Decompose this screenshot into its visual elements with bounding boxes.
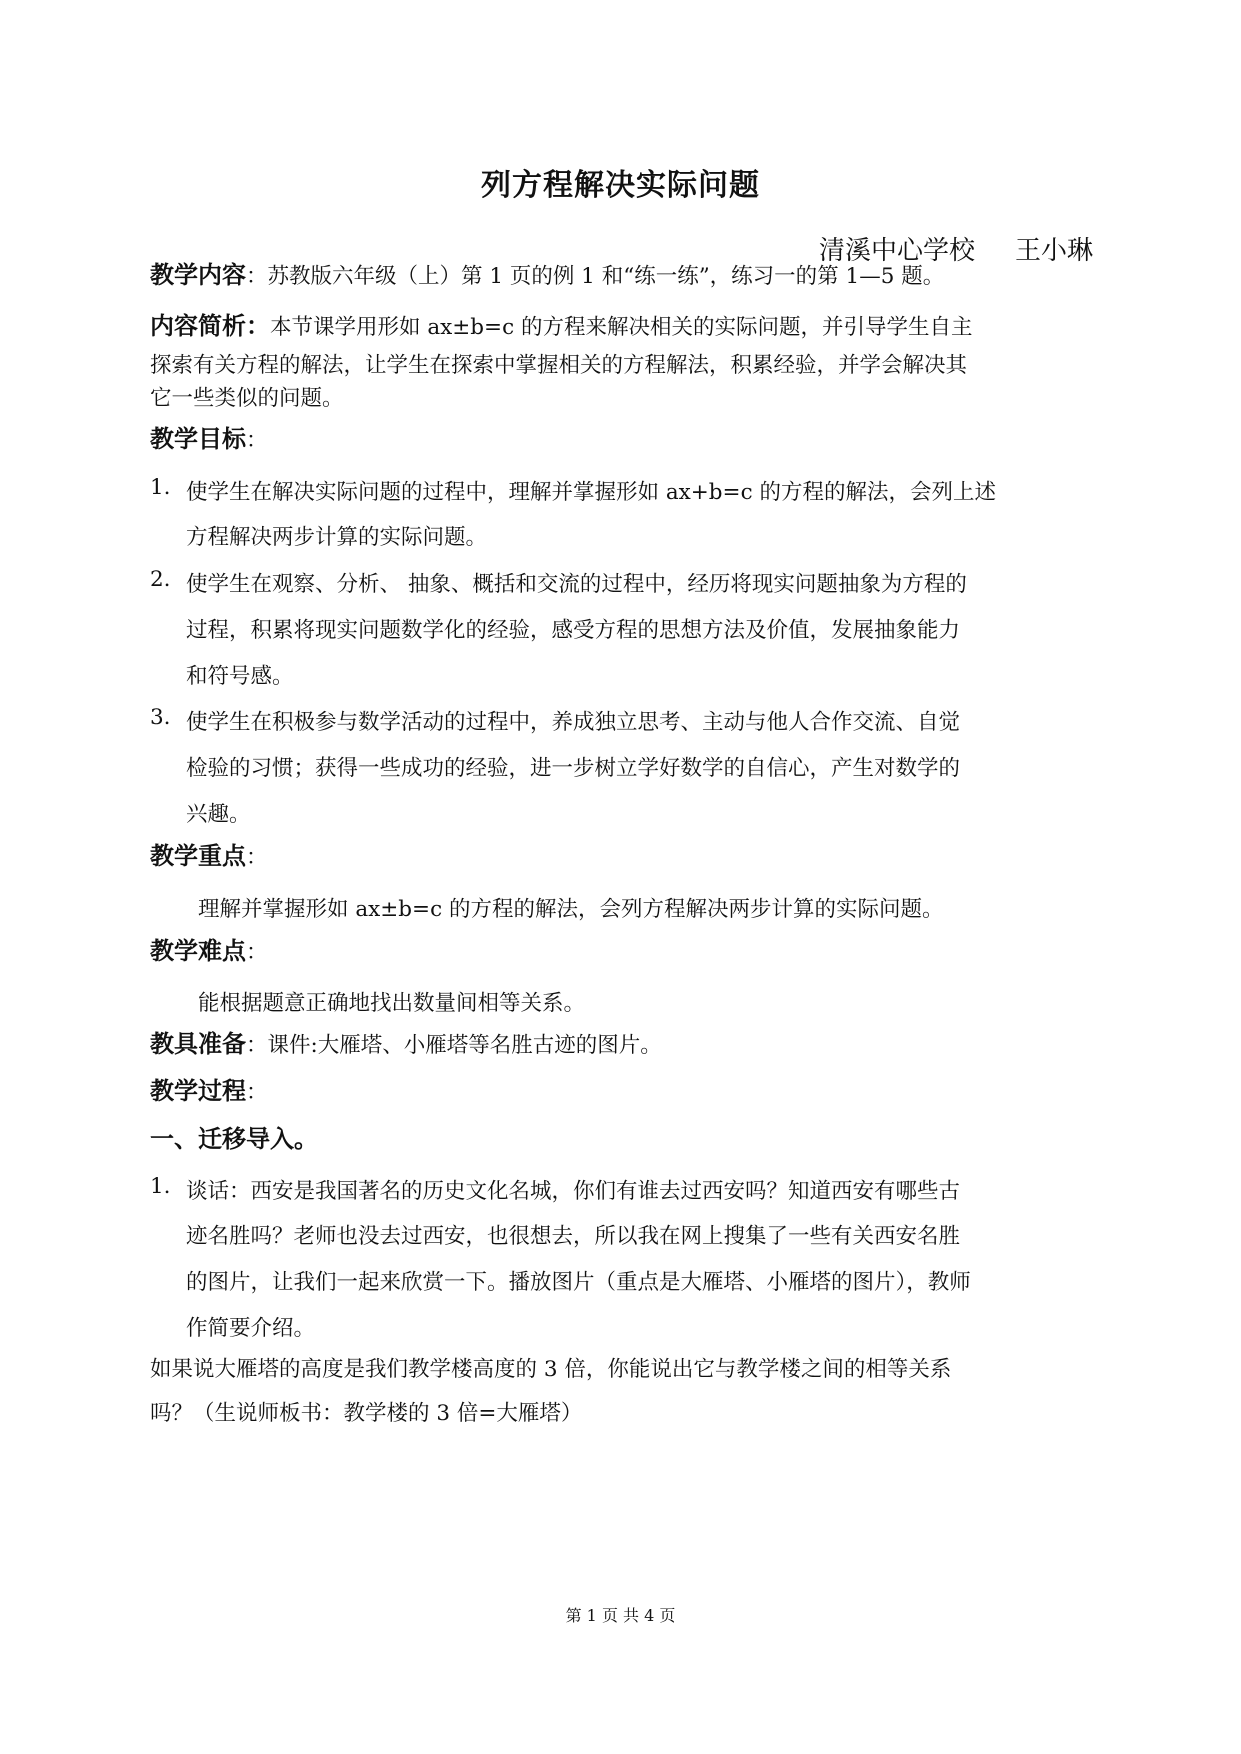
materials-line (150, 1029, 1095, 1060)
goal-2-line-1: 使学生在观察、分析、 抽象、概括和交流的过程中，经历将现实问题抽象为方程的 (186, 572, 967, 597)
key-point-heading-line (150, 841, 1095, 872)
document-title: 列方程解决实际问题 (481, 168, 760, 203)
goal-3-line-1: 使学生在积极参与数学活动的过程中，养成独立思考、主动与他人合作交流、自觉 (186, 710, 961, 735)
section-1-heading: 一、迁移导入。 (150, 1125, 318, 1153)
process-item-1-line-3: 的图片，让我们一起来欣赏一下。播放图片（重点是大雁塔、小雁塔的图片），教师 (186, 1270, 971, 1295)
goal-3-number: 3. (150, 705, 171, 730)
goal-1-line-2: 方程解决两步计算的实际问题。 (186, 525, 488, 550)
paragraph-line-2: 吗？（生说师板书：教学楼的 3 倍=大雁塔） (150, 1401, 583, 1426)
analysis-heading: 内容简析： (150, 312, 270, 340)
goal-3-line-2: 检验的习惯；获得一些成功的经验，进一步树立学好数学的自信心，产生对数学的 (186, 756, 961, 781)
process-item-1-number: 1. (150, 1174, 171, 1199)
process-item-1-line-2: 迹名胜吗？老师也没去过西安，也很想去，所以我在网上搜集了一些有关西安名胜 (186, 1224, 961, 1249)
difficulty-text: 能根据题意正确地找出数量间相等关系。 (198, 991, 586, 1016)
school-name: 清溪中心学校 (818, 236, 975, 266)
goal-1-line-1: 使学生在解决实际问题的过程中，理解并掌握形如 ax+b=c 的方程的解法，会列上述 (186, 480, 996, 505)
goal-2-line-2: 过程，积累将现实问题数学化的经验，感受方程的思想方法及价值，发展抽象能力 (186, 618, 961, 643)
analysis-line-2: 探索有关方程的解法，让学生在探索中掌握相关的方程解法，积累经验，并学会解决其 (150, 353, 968, 378)
process-item-1-line-1: 谈话：西安是我国著名的历史文化名城，你们有谁去过西安吗？知道西安有哪些古 (186, 1179, 961, 1204)
process-colon: ： (246, 1080, 268, 1105)
difficulty-heading: 教学难点 (150, 937, 246, 965)
materials-heading: 教具准备 (150, 1030, 246, 1058)
author-name: 王小琳 (1014, 236, 1093, 266)
key-point-colon: ： (246, 845, 268, 870)
key-point-text: 理解并掌握形如 ax±b=c 的方程的解法，会列方程解决两步计算的实际问题。 (198, 897, 944, 922)
goal-1-number: 1. (150, 475, 171, 500)
page-footer: 第 1 页 共 4 页 (565, 1606, 676, 1625)
analysis-line-1 (150, 311, 1095, 342)
section-1-heading-line (150, 1124, 1095, 1155)
goals-heading: 教学目标 (150, 425, 246, 453)
content-heading: 教学内容 (150, 261, 246, 289)
content-line (150, 260, 1095, 291)
goals-colon: ： (246, 428, 268, 453)
difficulty-heading-line (150, 936, 1095, 967)
goals-heading-line (150, 424, 1095, 455)
process-item-1-line-4: 作简要介绍。 (186, 1316, 316, 1341)
goal-2-line-3: 和符号感。 (186, 664, 294, 689)
materials-text: ：课件:大雁塔、小雁塔等名胜古迹的图片。 (246, 1033, 662, 1058)
analysis-line-3: 它一些类似的问题。 (150, 386, 344, 411)
key-point-heading: 教学重点 (150, 842, 246, 870)
goal-2-number: 2. (150, 567, 171, 592)
process-heading-line (150, 1076, 1095, 1107)
difficulty-colon: ： (246, 940, 268, 965)
process-heading: 教学过程 (150, 1077, 246, 1105)
analysis-text-1: 本节课学用形如 ax±b=c 的方程来解决相关的实际问题，并引导学生自主 (270, 315, 973, 340)
content-text: ：苏教版六年级（上）第 1 页的例 1 和“练一练”，练习一的第 1—5 题。 (246, 264, 945, 289)
paragraph-line-1: 如果说大雁塔的高度是我们教学楼高度的 3 倍，你能说出它与教学楼之间的相等关系 (150, 1357, 952, 1382)
goal-3-line-3: 兴趣。 (186, 802, 251, 827)
